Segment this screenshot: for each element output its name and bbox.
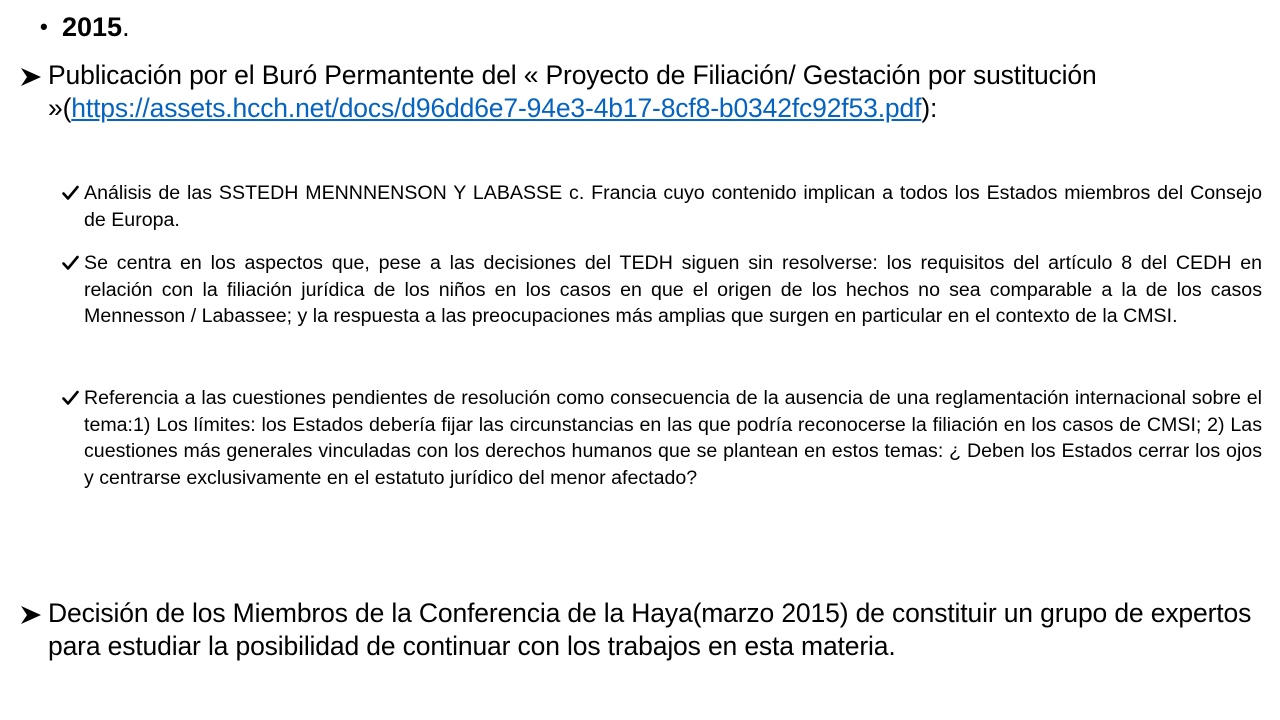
document-link[interactable]: https://assets.hcch.net/docs/d96dd6e7-94e3-4b17-8cf8-b0342fc92f53.pdf <box>71 93 922 123</box>
bullet-dot-icon: • <box>40 14 48 39</box>
point-publication <box>20 59 1260 125</box>
checkmark-icon <box>62 180 84 201</box>
checkmark-icon <box>62 250 84 271</box>
arrow-bullet-icon <box>20 597 48 625</box>
subpoint-reference-text: Referencia a las cuestiones pendientes de resolución como consecuencia de la ausencia de una reglamentación internacional sobre el tema:1) Los límites: los Estados debería fijar las circunstancias en las que podría reconocerse la filiación en los casos de CMSI; 2) Las cuestiones más generales vinculadas con los derechos humanos que se plantean en estos temas: ¿ Deben los Estados cerrar los ojos y centrarse exclusivamente en el estatuto jurídico del menor afectado? <box>84 387 1262 489</box>
publication-text-before-link: Publicación por el Buró Permantente del « Proyecto de Filiación/ Gestación por sustitución »( <box>48 60 1097 123</box>
year-value: 2015 <box>62 12 123 42</box>
year-heading-text <box>62 10 1260 44</box>
point-publication-text <box>48 59 1260 125</box>
point-decision <box>20 597 1260 663</box>
subpoint-analysis-text: Análisis de las SSTEDH MENNNENSON Y LABASSE c. Francia cuyo contenido implican a todos los Estados miembros del Consejo de Europa. <box>84 182 1262 231</box>
subpoint-focus-text: Se centra en los aspectos que, pese a las decisiones del TEDH siguen sin resolverse: los requisitos del artículo 8 del CEDH en relación con la filiación jurídica de los niños en los casos en que el origen de los hechos no sea comparable a la de los casos Mennesson / Labassee; y la respuesta a las preocupaciones más amplias que surgen en particular en el contexto de la CMSI. <box>84 252 1262 327</box>
arrow-bullet-icon <box>20 59 48 87</box>
subpoint-analysis <box>62 180 1262 233</box>
checkmark-icon <box>62 385 84 406</box>
point-decision-text: Decisión de los Miembros de la Conferencia de la Haya(marzo 2015) de constituir un grupo de expertos para estudiar la posibilidad de continuar con los trabajos en esta materia. <box>48 598 1252 661</box>
year-suffix: . <box>122 12 130 42</box>
publication-text-after-link: ): <box>921 93 938 123</box>
subpoint-reference <box>62 385 1262 491</box>
year-heading <box>40 10 1260 44</box>
subpoint-focus <box>62 250 1262 330</box>
